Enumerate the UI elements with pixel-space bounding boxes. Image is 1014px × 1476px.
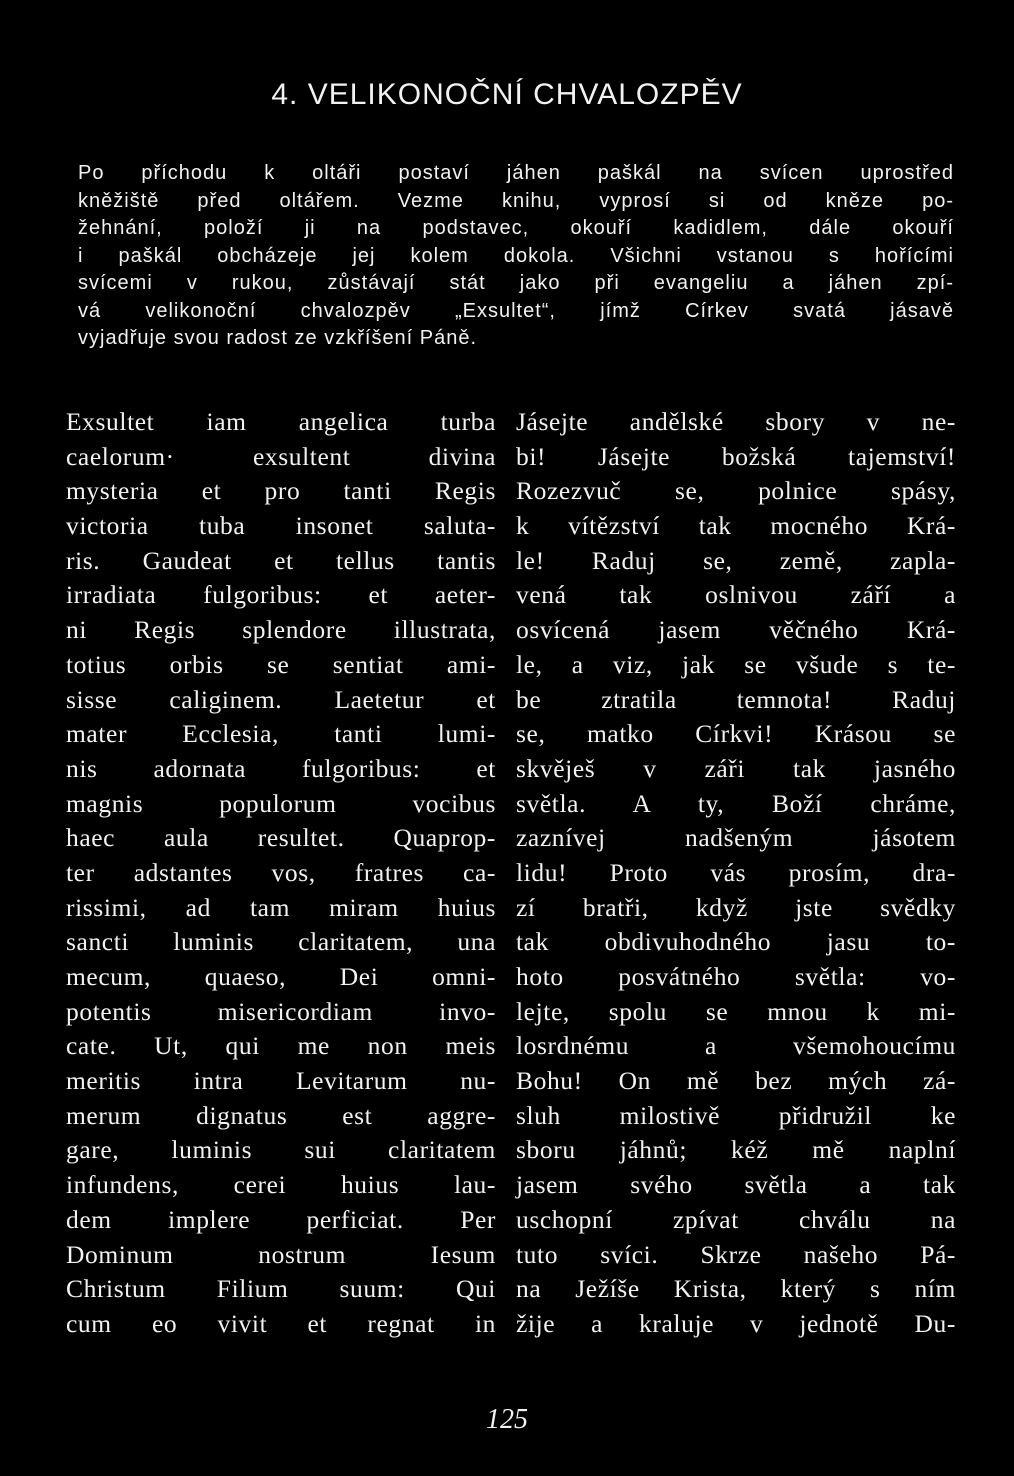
latin-line: mecum, quaeso, Dei omni- [66, 962, 496, 991]
latin-line: mater Ecclesia, tanti lumi- [66, 719, 496, 749]
intro-line: žehnání, položí ji na podstavec, okouří kadidlem, dále okouří [78, 217, 954, 239]
latin-line: totius orbis se sentiat ami- [66, 649, 496, 679]
latin-line: Christum Filium suum: Qui [66, 1274, 496, 1304]
latin-line: merum dignatus est aggre- [66, 1100, 496, 1130]
intro-line: vá velikonoční chvalozpěv „Exsultet“, jímž Církev svatá jásavě [78, 299, 954, 322]
intro-line: vyjadřuje svou radost ze vzkříšení Páně. [78, 327, 478, 349]
czech-line: vená tak oslnivou září a [516, 580, 956, 610]
page-number: 125 [486, 1404, 528, 1435]
czech-line: lidu! Proto vás prosím, dra- [516, 857, 956, 887]
czech-line: zí bratři, když jste svědky [516, 892, 956, 922]
czech-line: Rozezvuč se, polnice spásy, [516, 476, 956, 506]
latin-line: Dominum nostrum Iesum [66, 1239, 496, 1269]
intro-line: kněžiště před oltářem. Vezme knihu, vyprosí si od kněze po- [78, 189, 954, 212]
czech-line: se, matko Církvi! Krásou se [516, 719, 956, 749]
latin-line: victoria tuba insonet saluta- [66, 511, 496, 541]
latin-line: mysteria et pro tanti Regis [66, 476, 496, 506]
latin-line: cate. Ut, qui me non meis [66, 1031, 496, 1061]
latin-line: cum eo vivit et regnat in [66, 1308, 496, 1338]
latin-line: gare, luminis sui claritatem [66, 1135, 496, 1165]
latin-line: irradiata fulgoribus: et aeter- [66, 580, 496, 610]
intro-line: i paškál obcházeje jej kolem dokola. Všichni vstanou s hořícími [78, 244, 954, 267]
latin-line: sisse caliginem. Laetetur et [66, 684, 496, 714]
latin-line: potentis misericordiam invo- [66, 996, 496, 1026]
czech-line: žije a kraluje v jednotě Du- [516, 1308, 956, 1338]
latin-line: sancti luminis claritatem, una [66, 927, 496, 957]
section-title: 4. VELIKONOČNÍ CHVALOZPĚV [271, 78, 743, 111]
czech-line: Jásejte andělské sbory v ne- [516, 407, 956, 436]
czech-line: světla. A ty, Boží chráme, [516, 788, 956, 818]
latin-line: meritis intra Levitarum nu- [66, 1066, 496, 1096]
czech-line: na Ježíše Krista, který s ním [516, 1274, 956, 1304]
czech-line: jasem svého světla a tak [516, 1170, 956, 1200]
czech-line: hoto posvátného světla: vo- [516, 962, 956, 991]
czech-line: k vítězství tak mocného Krá- [516, 511, 956, 541]
czech-line: sluh milostivě přidružil ke [516, 1100, 956, 1130]
czech-line: losrdnému a všemohoucímu [516, 1031, 956, 1061]
czech-line: le! Raduj se, země, zapla- [516, 545, 956, 575]
intro-line: svícemi v rukou, zůstávají stát jako při evangeliu a jáhen zpí- [78, 272, 954, 294]
latin-line: rissimi, ad tam miram huius [66, 892, 496, 922]
czech-line: tuto svíci. Skrze našeho Pá- [516, 1239, 956, 1269]
czech-line: uschopní zpívat chválu na [516, 1204, 956, 1234]
latin-line: nis adornata fulgoribus: et [66, 753, 496, 783]
czech-line: le, a viz, jak se všude s te- [516, 649, 956, 679]
czech-line: bi! Jásejte božská tajemství! [516, 441, 956, 471]
czech-line: be ztratila temnota! Raduj [516, 684, 956, 714]
latin-line: dem implere perficiat. Per [66, 1204, 496, 1234]
latin-line: Exsultet iam angelica turba [66, 407, 496, 436]
latin-line: ni Regis splendore illustrata, [66, 615, 496, 645]
latin-line: caelorum· exsultent divina [66, 441, 496, 471]
intro-line: Po příchodu k oltáři postaví jáhen paškál na svícen uprostřed [78, 162, 954, 184]
czech-line: Bohu! On mě bez mých zá- [516, 1066, 956, 1096]
czech-line: zaznívej nadšeným jásotem [516, 823, 956, 853]
czech-line: sboru jáhnů; kéž mě naplní [516, 1135, 956, 1165]
latin-line: ter adstantes vos, fratres ca- [66, 857, 496, 887]
czech-text-column [516, 405, 956, 1342]
latin-line: haec aula resultet. Quaprop- [66, 823, 496, 853]
latin-line: magnis populorum vocibus [66, 788, 496, 818]
latin-line: ris. Gaudeat et tellus tantis [66, 545, 496, 575]
intro-rubric [78, 160, 954, 353]
latin-text-column [66, 405, 496, 1342]
czech-line: osvícená jasem věčného Krá- [516, 615, 956, 645]
czech-line: skvěješ v záři tak jasného [516, 753, 956, 783]
czech-line: tak obdivuhodného jasu to- [516, 927, 956, 957]
latin-line: infundens, cerei huius lau- [66, 1170, 496, 1200]
czech-line: lejte, spolu se mnou k mi- [516, 996, 956, 1026]
